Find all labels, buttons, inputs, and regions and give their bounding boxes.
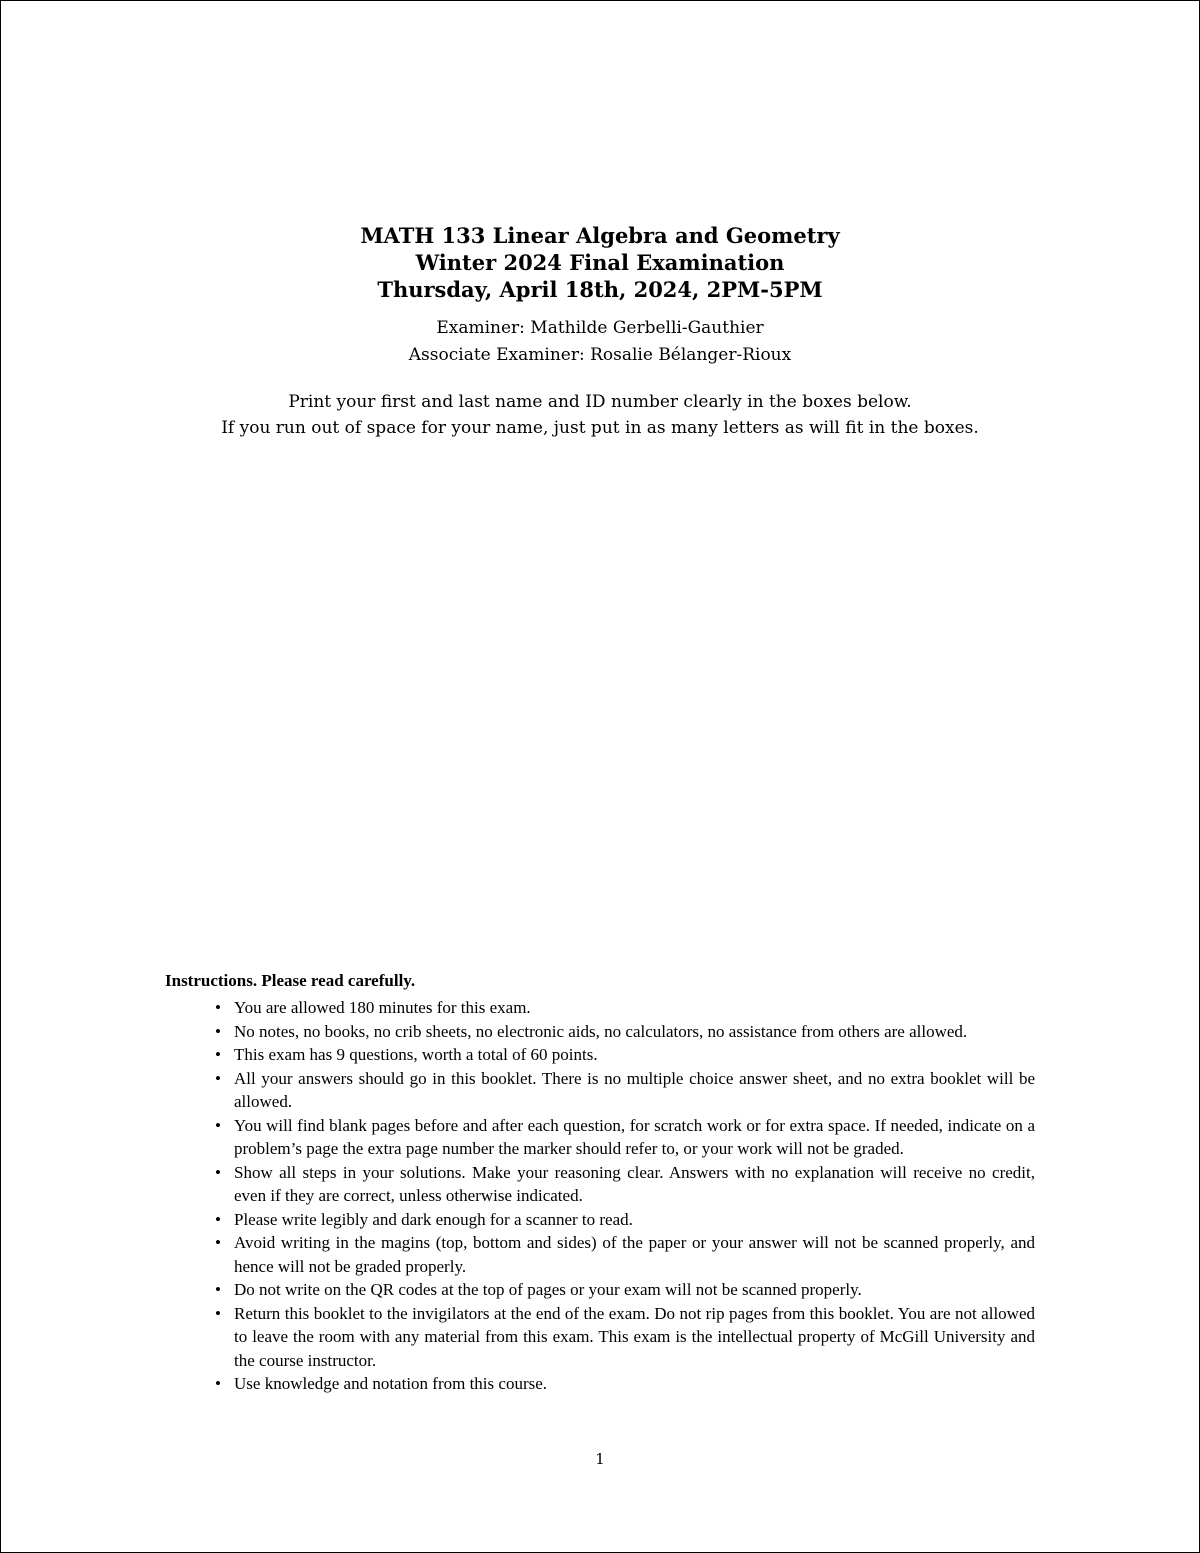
instruction-item (165, 1302, 1035, 1373)
page-number: 1 (595, 1450, 605, 1468)
bullet-icon: • (215, 1068, 221, 1088)
instruction-item (165, 1020, 1035, 1044)
instruction-text: Show all steps in your solutions. Make your reasoning clear. Answers with no explanation will receive no credit, even if they are correct, unless otherwise indicated. (234, 1162, 1035, 1205)
exam-title: Winter 2024 Final Examination (415, 250, 785, 275)
course-title: MATH 133 Linear Algebra and Geometry (360, 223, 840, 248)
associate-examiner: Associate Examiner: Rosalie Bélanger-Rioux (408, 345, 792, 365)
instruction-item (165, 1161, 1035, 1208)
bullet-icon: • (215, 1045, 221, 1064)
instruction-item (165, 1231, 1035, 1278)
bullet-icon: • (215, 1209, 221, 1229)
instructions-heading: Instructions. Please read carefully. (165, 971, 416, 990)
bullet-icon: • (215, 1115, 221, 1135)
instruction-text: No notes, no books, no crib sheets, no electronic aids, no calculators, no assistance from others are allowed. (234, 1021, 968, 1041)
instruction-text: Avoid writing in the magins (top, bottom and sides) of the paper or your answer will not be scanned properly, and hence will not be graded properly. (234, 1233, 1035, 1276)
instruction-item (165, 996, 1035, 1020)
instruction-item (165, 1114, 1035, 1161)
instruction-text: You will find blank pages before and after each question, for scratch work or for extra space. If needed, indicate on a problem’s page the extra page number the marker should refer to, or your work will not be graded. (234, 1115, 1035, 1158)
instruction-text: Use knowledge and notation from this course. (234, 1374, 548, 1393)
instruction-item (165, 1372, 1035, 1396)
instruction-text: Return this booklet to the invigilators at the end of the exam. Do not rip pages from this booklet. You are not allowed to leave the room with any material from this exam. This exam is the intellectual property of McGill University and the course instructor. (234, 1303, 1035, 1370)
bullet-icon: • (215, 1021, 221, 1041)
instruction-text: This exam has 9 questions, worth a total of 60 points. (234, 1045, 598, 1064)
bullet-icon: • (215, 1162, 221, 1182)
print-instruction-line-2: If you run out of space for your name, just put in as many letters as will fit in the boxes. (221, 418, 979, 438)
bullet-icon: • (215, 1280, 221, 1299)
instruction-item (165, 1067, 1035, 1114)
bullet-icon: • (215, 998, 221, 1017)
instruction-text: You are allowed 180 minutes for this exam. (234, 998, 531, 1017)
print-instruction-line-1: Print your first and last name and ID number clearly in the boxes below. (288, 392, 912, 412)
instruction-text: Please write legibly and dark enough for a scanner to read. (234, 1209, 633, 1229)
instruction-item (165, 1043, 1035, 1067)
bullet-icon: • (215, 1233, 221, 1252)
instructions-section (165, 968, 1035, 1396)
bullet-icon: • (215, 1303, 221, 1323)
exam-header (0, 222, 1200, 441)
instruction-text: All your answers should go in this booklet. There is no multiple choice answer sheet, and no extra booklet will be allowed. (234, 1068, 1035, 1111)
instructions-list (165, 996, 1035, 1396)
print-name-instructions (0, 389, 1200, 441)
name-id-boxes-area (165, 450, 1035, 950)
instruction-text: Do not write on the QR codes at the top of pages or your exam will not be scanned properly. (234, 1280, 862, 1299)
exam-date: Thursday, April 18th, 2024, 2PM-5PM (377, 277, 823, 302)
instruction-item (165, 1208, 1035, 1232)
examiners (0, 315, 1200, 369)
examiner: Examiner: Mathilde Gerbelli-Gauthier (436, 318, 764, 338)
instruction-item (165, 1278, 1035, 1302)
bullet-icon: • (215, 1374, 221, 1393)
